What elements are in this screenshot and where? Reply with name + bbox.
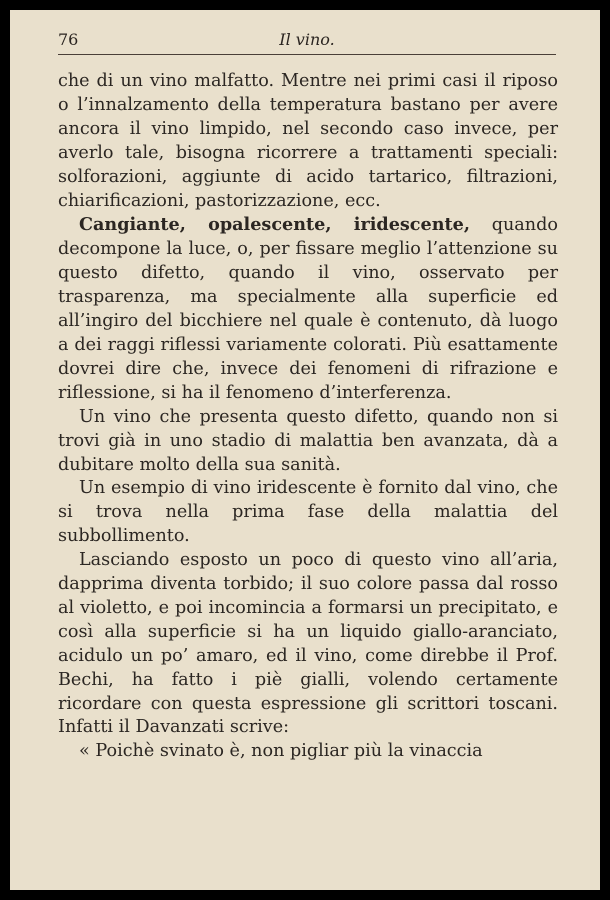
- page-number: 76: [58, 30, 79, 49]
- page-header: [58, 22, 556, 55]
- paragraph: Un esempio di vino iridescente è fornito dal vino, che si trova nella prima fase della malattia del subbollimento.: [58, 478, 558, 547]
- quote-line: « Poichè svinato è, non pigliar più la vinaccia: [79, 741, 483, 762]
- paragraph: Un vino che presenta questo difetto, quando non si trovi già in uno stadio di malattia ben avanzata, dà a dubitare molto della sua sanità.: [58, 406, 558, 475]
- paragraph-text: quando decompone la luce, o, per fissare meglio l’attenzione su questo difetto, quando il vino, osservato per trasparenza, ma specialmente alla superficie ed all’ingiro del bicchiere nel quale è contenuto, dà luogo a dei raggi riflessi variamente colorati. Più esattamente dovrei dire che, invece dei fenomeni di rifrazione e riflessione, si ha il fenomeno d’interferenza.: [58, 215, 558, 403]
- paragraph: [58, 213, 558, 405]
- book-page: [10, 10, 600, 890]
- running-title: Il vino.: [279, 30, 335, 49]
- body-text: [58, 70, 558, 764]
- paragraph: Lasciando esposto un poco di questo vino all’aria, dapprima diventa torbido; il suo colore passa dal rosso al violetto, e poi incomincia a formarsi un precipitato, e così alla superficie si ha un liquido giallo-aranciato, acidulo un po’ amaro, ed il vino, come direbbe il Prof. Bechi, ha fatto i piè gialli, volendo certamente ricordare con questa espressione gli scrittori toscani. Infatti il Davanzati scrive:: [58, 550, 558, 738]
- paragraph: che di un vino malfatto. Mentre nei primi casi il riposo o l’innalzamento della temperatura bastano per avere ancora il vino limpido, nel secondo caso invece, per averlo tale, bisogna ricorrere a trattamenti speciali: solforazioni, aggiunte di acido tartarico, filtrazioni, chiarificazioni, pastorizzazione, ecc.: [58, 71, 558, 211]
- bold-term: Cangiante, opalescente, iridescente,: [79, 214, 470, 236]
